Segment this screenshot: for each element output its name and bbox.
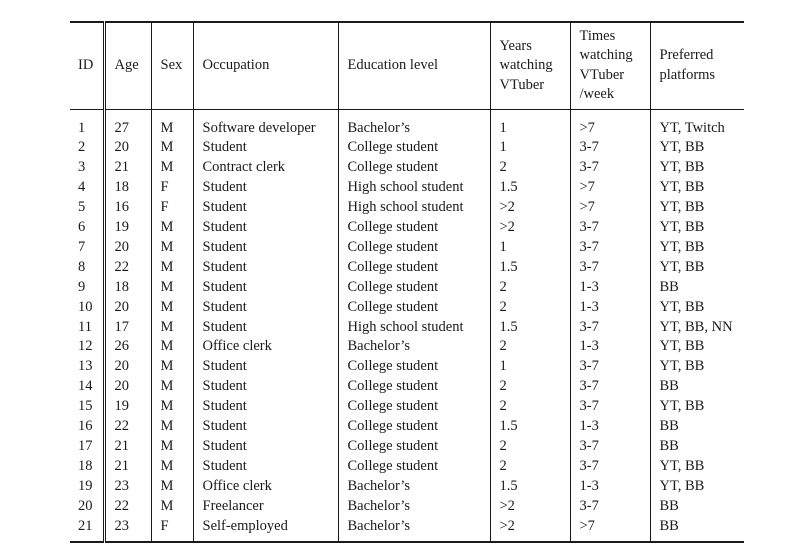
- cell-education-level: College student: [338, 298, 490, 318]
- cell-times-watching: 3-7: [570, 258, 650, 278]
- cell-years-watching: 2: [490, 397, 570, 417]
- cell-occupation: Student: [193, 278, 338, 298]
- cell-age: 16: [104, 198, 151, 218]
- cell-preferred-platforms: YT, BB: [650, 198, 744, 218]
- cell-occupation: Software developer: [193, 109, 338, 138]
- cell-preferred-platforms: YT, BB: [650, 238, 744, 258]
- cell-occupation: Student: [193, 377, 338, 397]
- cell-times-watching: 3-7: [570, 457, 650, 477]
- column-header-text: Sex: [160, 57, 183, 73]
- cell-times-watching: >7: [570, 517, 650, 542]
- cell-age: 20: [104, 377, 151, 397]
- cell-education-level: High school student: [338, 198, 490, 218]
- column-header-text: VTuber: [579, 66, 625, 83]
- table-row: [70, 198, 744, 218]
- cell-education-level: College student: [338, 377, 490, 397]
- cell-preferred-platforms: YT, BB: [650, 457, 744, 477]
- cell-age: 23: [104, 477, 151, 497]
- table-row: [70, 178, 744, 198]
- cell-occupation: Student: [193, 298, 338, 318]
- cell-years-watching: 2: [490, 278, 570, 298]
- cell-age: 20: [104, 138, 151, 158]
- cell-id: 10: [78, 298, 93, 315]
- cell-preferred-platforms: YT, BB: [650, 337, 744, 357]
- cell-times-watching: 3-7: [570, 437, 650, 457]
- cell-occupation: Student: [193, 357, 338, 377]
- cell-years-watching: 2: [490, 337, 570, 357]
- column-header-years-watching: [490, 22, 570, 109]
- cell-id: 19: [78, 477, 93, 494]
- cell-age: 20: [104, 238, 151, 258]
- cell-occupation: Student: [193, 138, 338, 158]
- cell-preferred-platforms: YT, BB, NN: [650, 318, 744, 338]
- cell-id: 11: [78, 318, 92, 335]
- cell-sex: M: [151, 477, 193, 497]
- cell-age: 17: [104, 318, 151, 338]
- cell-id: 7: [78, 238, 86, 255]
- cell-age: 19: [104, 397, 151, 417]
- cell-sex: M: [151, 497, 193, 517]
- column-header-text: Age: [114, 57, 139, 73]
- cell-age: 26: [104, 337, 151, 357]
- cell-years-watching: >2: [490, 497, 570, 517]
- cell-years-watching: 2: [490, 377, 570, 397]
- table-row: [70, 397, 744, 417]
- cell-occupation: Student: [193, 178, 338, 198]
- cell-times-watching: 3-7: [570, 357, 650, 377]
- cell-education-level: Bachelor’s: [338, 109, 490, 138]
- cell-times-watching: 1-3: [570, 477, 650, 497]
- cell-education-level: College student: [338, 417, 490, 437]
- cell-years-watching: 1.5: [490, 417, 570, 437]
- cell-sex: M: [151, 158, 193, 178]
- cell-age: 22: [104, 258, 151, 278]
- cell-preferred-platforms: BB: [650, 278, 744, 298]
- cell-sex: M: [151, 278, 193, 298]
- cell-times-watching: 1-3: [570, 337, 650, 357]
- column-header-id: [70, 22, 104, 109]
- cell-education-level: College student: [338, 437, 490, 457]
- cell-age: 18: [104, 278, 151, 298]
- cell-id: 17: [78, 438, 93, 454]
- table-row: [70, 417, 744, 437]
- cell-occupation: Student: [193, 318, 338, 338]
- cell-id: 12: [78, 338, 93, 355]
- column-header-sex: [151, 22, 193, 109]
- cell-years-watching: 1.5: [490, 477, 570, 497]
- cell-education-level: College student: [338, 357, 490, 377]
- cell-education-level: College student: [338, 238, 490, 258]
- header-row: [70, 22, 744, 109]
- cell-sex: M: [151, 109, 193, 138]
- table-row: [70, 109, 744, 138]
- cell-preferred-platforms: BB: [650, 437, 744, 457]
- cell-education-level: Bachelor’s: [338, 517, 490, 542]
- cell-sex: M: [151, 377, 193, 397]
- cell-sex: M: [151, 318, 193, 338]
- column-header-text: Occupation: [202, 57, 270, 73]
- cell-sex: M: [151, 238, 193, 258]
- column-header-text: watching: [499, 57, 553, 73]
- cell-sex: M: [151, 258, 193, 278]
- cell-sex: F: [151, 517, 193, 542]
- cell-years-watching: 1: [490, 238, 570, 258]
- cell-id: 3: [78, 159, 86, 176]
- column-header-text: Preferred: [659, 47, 714, 64]
- table-row: [70, 138, 744, 158]
- table-row: [70, 477, 744, 497]
- cell-occupation: Freelancer: [193, 497, 338, 517]
- participants-table: [70, 21, 744, 543]
- cell-education-level: College student: [338, 278, 490, 298]
- cell-sex: M: [151, 298, 193, 318]
- column-header-text: ID: [78, 57, 94, 73]
- cell-id: 4: [78, 179, 86, 196]
- cell-times-watching: 1-3: [570, 278, 650, 298]
- cell-times-watching: 1-3: [570, 298, 650, 318]
- cell-sex: M: [151, 337, 193, 357]
- column-header-education-level: [338, 22, 490, 109]
- column-header-text: Education level: [347, 57, 439, 73]
- cell-occupation: Self-employed: [193, 517, 338, 542]
- cell-id: 6: [78, 219, 86, 236]
- cell-times-watching: 3-7: [570, 238, 650, 258]
- table-row: [70, 497, 744, 517]
- cell-preferred-platforms: YT, Twitch: [650, 109, 744, 138]
- column-header-text: Times: [579, 27, 616, 44]
- table-row: [70, 517, 744, 542]
- cell-education-level: Bachelor’s: [338, 477, 490, 497]
- table-row: [70, 218, 744, 238]
- cell-id: 18: [78, 457, 93, 474]
- cell-age: 21: [104, 158, 151, 178]
- cell-years-watching: 1: [490, 138, 570, 158]
- table-row: [70, 337, 744, 357]
- cell-age: 23: [104, 517, 151, 542]
- cell-age: 18: [104, 178, 151, 198]
- cell-education-level: College student: [338, 258, 490, 278]
- cell-years-watching: >2: [490, 198, 570, 218]
- cell-times-watching: 3-7: [570, 397, 650, 417]
- cell-preferred-platforms: YT, BB: [650, 158, 744, 178]
- cell-id: 2: [78, 139, 86, 156]
- cell-years-watching: 1: [490, 357, 570, 377]
- cell-occupation: Student: [193, 198, 338, 218]
- cell-occupation: Student: [193, 238, 338, 258]
- cell-years-watching: 1.5: [490, 178, 570, 198]
- cell-occupation: Office clerk: [193, 477, 338, 497]
- cell-sex: M: [151, 357, 193, 377]
- cell-id: 13: [78, 358, 93, 375]
- cell-years-watching: 1.5: [490, 318, 570, 338]
- cell-times-watching: 3-7: [570, 218, 650, 238]
- cell-age: 20: [104, 357, 151, 377]
- cell-sex: M: [151, 437, 193, 457]
- cell-times-watching: 3-7: [570, 158, 650, 178]
- cell-sex: F: [151, 178, 193, 198]
- cell-education-level: Bachelor’s: [338, 337, 490, 357]
- cell-education-level: Bachelor’s: [338, 497, 490, 517]
- column-header-preferred-platforms: [650, 22, 744, 109]
- column-header-age: [104, 22, 151, 109]
- cell-times-watching: 3-7: [570, 318, 650, 338]
- cell-age: 22: [104, 497, 151, 517]
- cell-preferred-platforms: BB: [650, 497, 744, 517]
- table-row: [70, 258, 744, 278]
- cell-years-watching: 2: [490, 437, 570, 457]
- table-header: [70, 22, 744, 109]
- cell-preferred-platforms: BB: [650, 377, 744, 397]
- cell-age: 27: [104, 109, 151, 138]
- cell-times-watching: >7: [570, 178, 650, 198]
- cell-times-watching: >7: [570, 198, 650, 218]
- column-header-text: /week: [579, 86, 615, 103]
- cell-education-level: College student: [338, 397, 490, 417]
- cell-occupation: Contract clerk: [193, 158, 338, 178]
- cell-id: 15: [78, 398, 93, 415]
- cell-id: 14: [78, 378, 93, 395]
- cell-preferred-platforms: BB: [650, 417, 744, 437]
- cell-times-watching: 1-3: [570, 417, 650, 437]
- cell-id: 20: [78, 497, 93, 514]
- cell-age: 22: [104, 417, 151, 437]
- column-header-text: watching: [579, 47, 633, 64]
- column-header-times-watching: [570, 22, 650, 109]
- cell-years-watching: 2: [490, 457, 570, 477]
- cell-years-watching: >2: [490, 517, 570, 542]
- cell-occupation: Student: [193, 218, 338, 238]
- cell-occupation: Student: [193, 417, 338, 437]
- table-row: [70, 377, 744, 397]
- cell-id: 9: [78, 278, 86, 295]
- table-row: [70, 278, 744, 298]
- cell-sex: M: [151, 397, 193, 417]
- table-body: [70, 109, 744, 542]
- cell-occupation: Student: [193, 258, 338, 278]
- cell-education-level: College student: [338, 218, 490, 238]
- column-header-text: platforms: [659, 66, 716, 83]
- cell-id: 8: [78, 258, 86, 275]
- cell-preferred-platforms: YT, BB: [650, 138, 744, 158]
- cell-education-level: College student: [338, 158, 490, 178]
- cell-id: 5: [78, 199, 86, 216]
- cell-education-level: College student: [338, 457, 490, 477]
- cell-education-level: High school student: [338, 318, 490, 338]
- cell-years-watching: >2: [490, 218, 570, 238]
- cell-preferred-platforms: YT, BB: [650, 357, 744, 377]
- cell-preferred-platforms: YT, BB: [650, 397, 744, 417]
- table-row: [70, 158, 744, 178]
- cell-occupation: Student: [193, 437, 338, 457]
- cell-preferred-platforms: YT, BB: [650, 258, 744, 278]
- cell-years-watching: 2: [490, 158, 570, 178]
- table-row: [70, 318, 744, 338]
- cell-sex: F: [151, 198, 193, 218]
- column-header-occupation: [193, 22, 338, 109]
- column-header-text: Years: [499, 37, 532, 54]
- cell-sex: M: [151, 138, 193, 158]
- cell-years-watching: 1: [490, 109, 570, 138]
- cell-education-level: High school student: [338, 178, 490, 198]
- table-row: [70, 437, 744, 457]
- cell-times-watching: >7: [570, 109, 650, 138]
- cell-id: 1: [78, 119, 86, 136]
- column-header-text: VTuber: [499, 76, 545, 93]
- cell-preferred-platforms: YT, BB: [650, 298, 744, 318]
- cell-id: 21: [78, 517, 93, 534]
- table-row: [70, 457, 744, 477]
- cell-age: 21: [104, 437, 151, 457]
- cell-sex: M: [151, 457, 193, 477]
- cell-times-watching: 3-7: [570, 138, 650, 158]
- cell-occupation: Student: [193, 397, 338, 417]
- cell-times-watching: 3-7: [570, 497, 650, 517]
- table-row: [70, 298, 744, 318]
- table-row: [70, 357, 744, 377]
- cell-sex: M: [151, 417, 193, 437]
- cell-id: 16: [78, 418, 93, 435]
- cell-sex: M: [151, 218, 193, 238]
- cell-occupation: Office clerk: [193, 337, 338, 357]
- cell-preferred-platforms: YT, BB: [650, 178, 744, 198]
- cell-preferred-platforms: YT, BB: [650, 477, 744, 497]
- cell-age: 21: [104, 457, 151, 477]
- cell-occupation: Student: [193, 457, 338, 477]
- cell-times-watching: 3-7: [570, 377, 650, 397]
- cell-education-level: College student: [338, 138, 490, 158]
- cell-preferred-platforms: YT, BB: [650, 218, 744, 238]
- cell-preferred-platforms: BB: [650, 517, 744, 542]
- cell-age: 20: [104, 298, 151, 318]
- cell-age: 19: [104, 218, 151, 238]
- cell-years-watching: 2: [490, 298, 570, 318]
- table-row: [70, 238, 744, 258]
- cell-years-watching: 1.5: [490, 258, 570, 278]
